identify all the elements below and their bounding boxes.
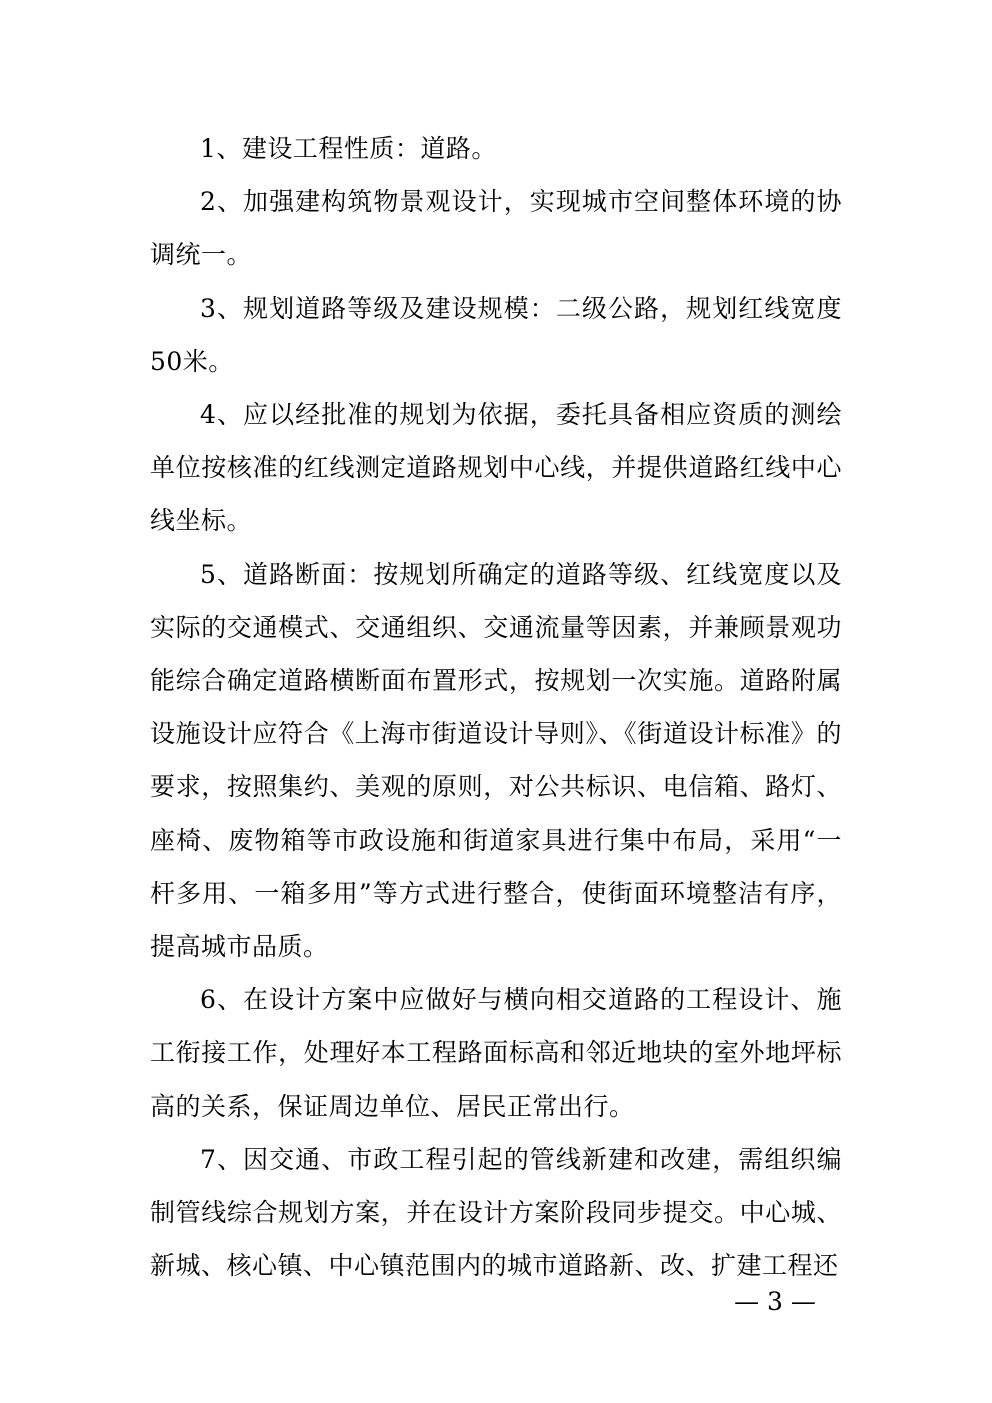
paragraph-7: 7、因交通、市政工程引起的管线新建和改建，需组织编制管线综合规划方案，并在设计方案阶段同步提交。中心城、新城、核心镇、中心镇范围内的城市道路新、改、扩建工程还	[150, 1144, 842, 1281]
paragraph-5: 5、道路断面：按规划所确定的道路等级、红线宽度以及实际的交通模式、交通组织、交通流量等因素，并兼顾景观功能综合确定道路横断面布置形式，按规划一次实施。道路附属设施设计应符合《上海市街道设计导则》、《街道设计标准》的要求，按照集约、美观的原则，对公共标识、电信箱、路灯、座椅、废物箱等市政设施和街道家具进行集中布局，采用“一杆多用、一箱多用”等方式进行整合，使街面环境整洁有序，提高城市品质。	[150, 559, 842, 962]
paragraph-2: 2、加强建构筑物景观设计，实现城市空间整体环境的协调统一。	[150, 187, 842, 270]
paragraph-1: 1、建设工程性质：道路。	[200, 134, 497, 163]
page-number: — 3 —	[734, 1287, 816, 1316]
paragraph-3: 3、规划道路等级及建设规模：二级公路，规划红线宽度 50米。	[150, 293, 842, 376]
paragraph-4: 4、应以经批准的规划为依据，委托具备相应资质的测绘单位按核准的红线测定道路规划中心线，并提供道路红线中心线坐标。	[150, 400, 842, 536]
document-body	[150, 122, 842, 1292]
paragraph-6: 6、在设计方案中应做好与横向相交道路的工程设计、施工衔接工作，处理好本工程路面标高和邻近地块的室外地坪标高的关系，保证周边单位、居民正常出行。	[150, 985, 842, 1121]
